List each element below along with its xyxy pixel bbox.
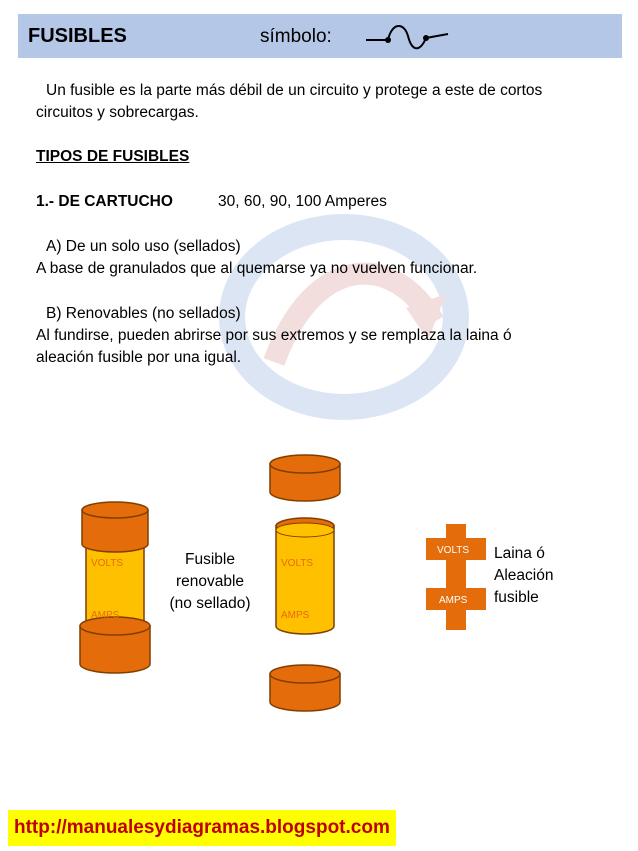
fuse-symbol-icon [362, 20, 452, 59]
fuse-left-amps-label: AMPS [91, 610, 120, 621]
type-b-desc-1: Al fundirse, pueden abrirse por sus extremos y se remplaza la laina ó [36, 327, 512, 344]
fuse-left-volts-label: VOLTS [91, 558, 124, 569]
fuse-left [80, 502, 150, 673]
cartucho-ratings: 30, 60, 90, 100 Amperes [218, 193, 387, 210]
fuse-caption-line-2: renovable [175, 573, 245, 590]
fuse-caption [160, 549, 260, 615]
fuse-caption-line-1: Fusible [185, 551, 235, 568]
header-bar [18, 14, 622, 58]
fuse-caption-line-3: (no sellado) [169, 595, 251, 612]
type-b-desc-2: aleación fusible por una igual. [36, 349, 242, 366]
laina-caption [494, 543, 553, 609]
laina-caption-line-1: Laina ó [494, 545, 545, 562]
laina-volts-label: VOLTS [437, 545, 470, 556]
type-a-desc: A base de granulados que al quemarse ya no vuelven funcionar. [36, 260, 478, 277]
laina-strip [426, 524, 486, 630]
intro-line-1: Un fusible es la parte más débil de un circuito y protege a este de cortos [46, 82, 543, 99]
intro-line-2: circuitos y sobrecargas. [36, 104, 199, 121]
laina-caption-line-2: Aleación [494, 567, 554, 584]
type-b-title: B) Renovables (no sellados) [46, 305, 241, 322]
watermark-logo [214, 212, 474, 427]
symbol-label: símbolo: [260, 26, 332, 47]
type-a-title: A) De un solo uso (sellados) [46, 238, 241, 255]
page-title: FUSIBLES [28, 25, 127, 47]
fuse-middle-amps-label: AMPS [281, 610, 310, 621]
footer-url-link[interactable]: http://manualesydiagramas.blogspot.com [8, 810, 396, 846]
cartucho-heading: 1.- DE CARTUCHO [36, 193, 173, 210]
laina-amps-label: AMPS [439, 595, 468, 606]
fuse-middle [270, 455, 340, 711]
laina-caption-line-3: fusible [494, 589, 539, 606]
fuse-middle-volts-label: VOLTS [281, 558, 314, 569]
types-heading: TIPOS DE FUSIBLES [36, 148, 190, 165]
